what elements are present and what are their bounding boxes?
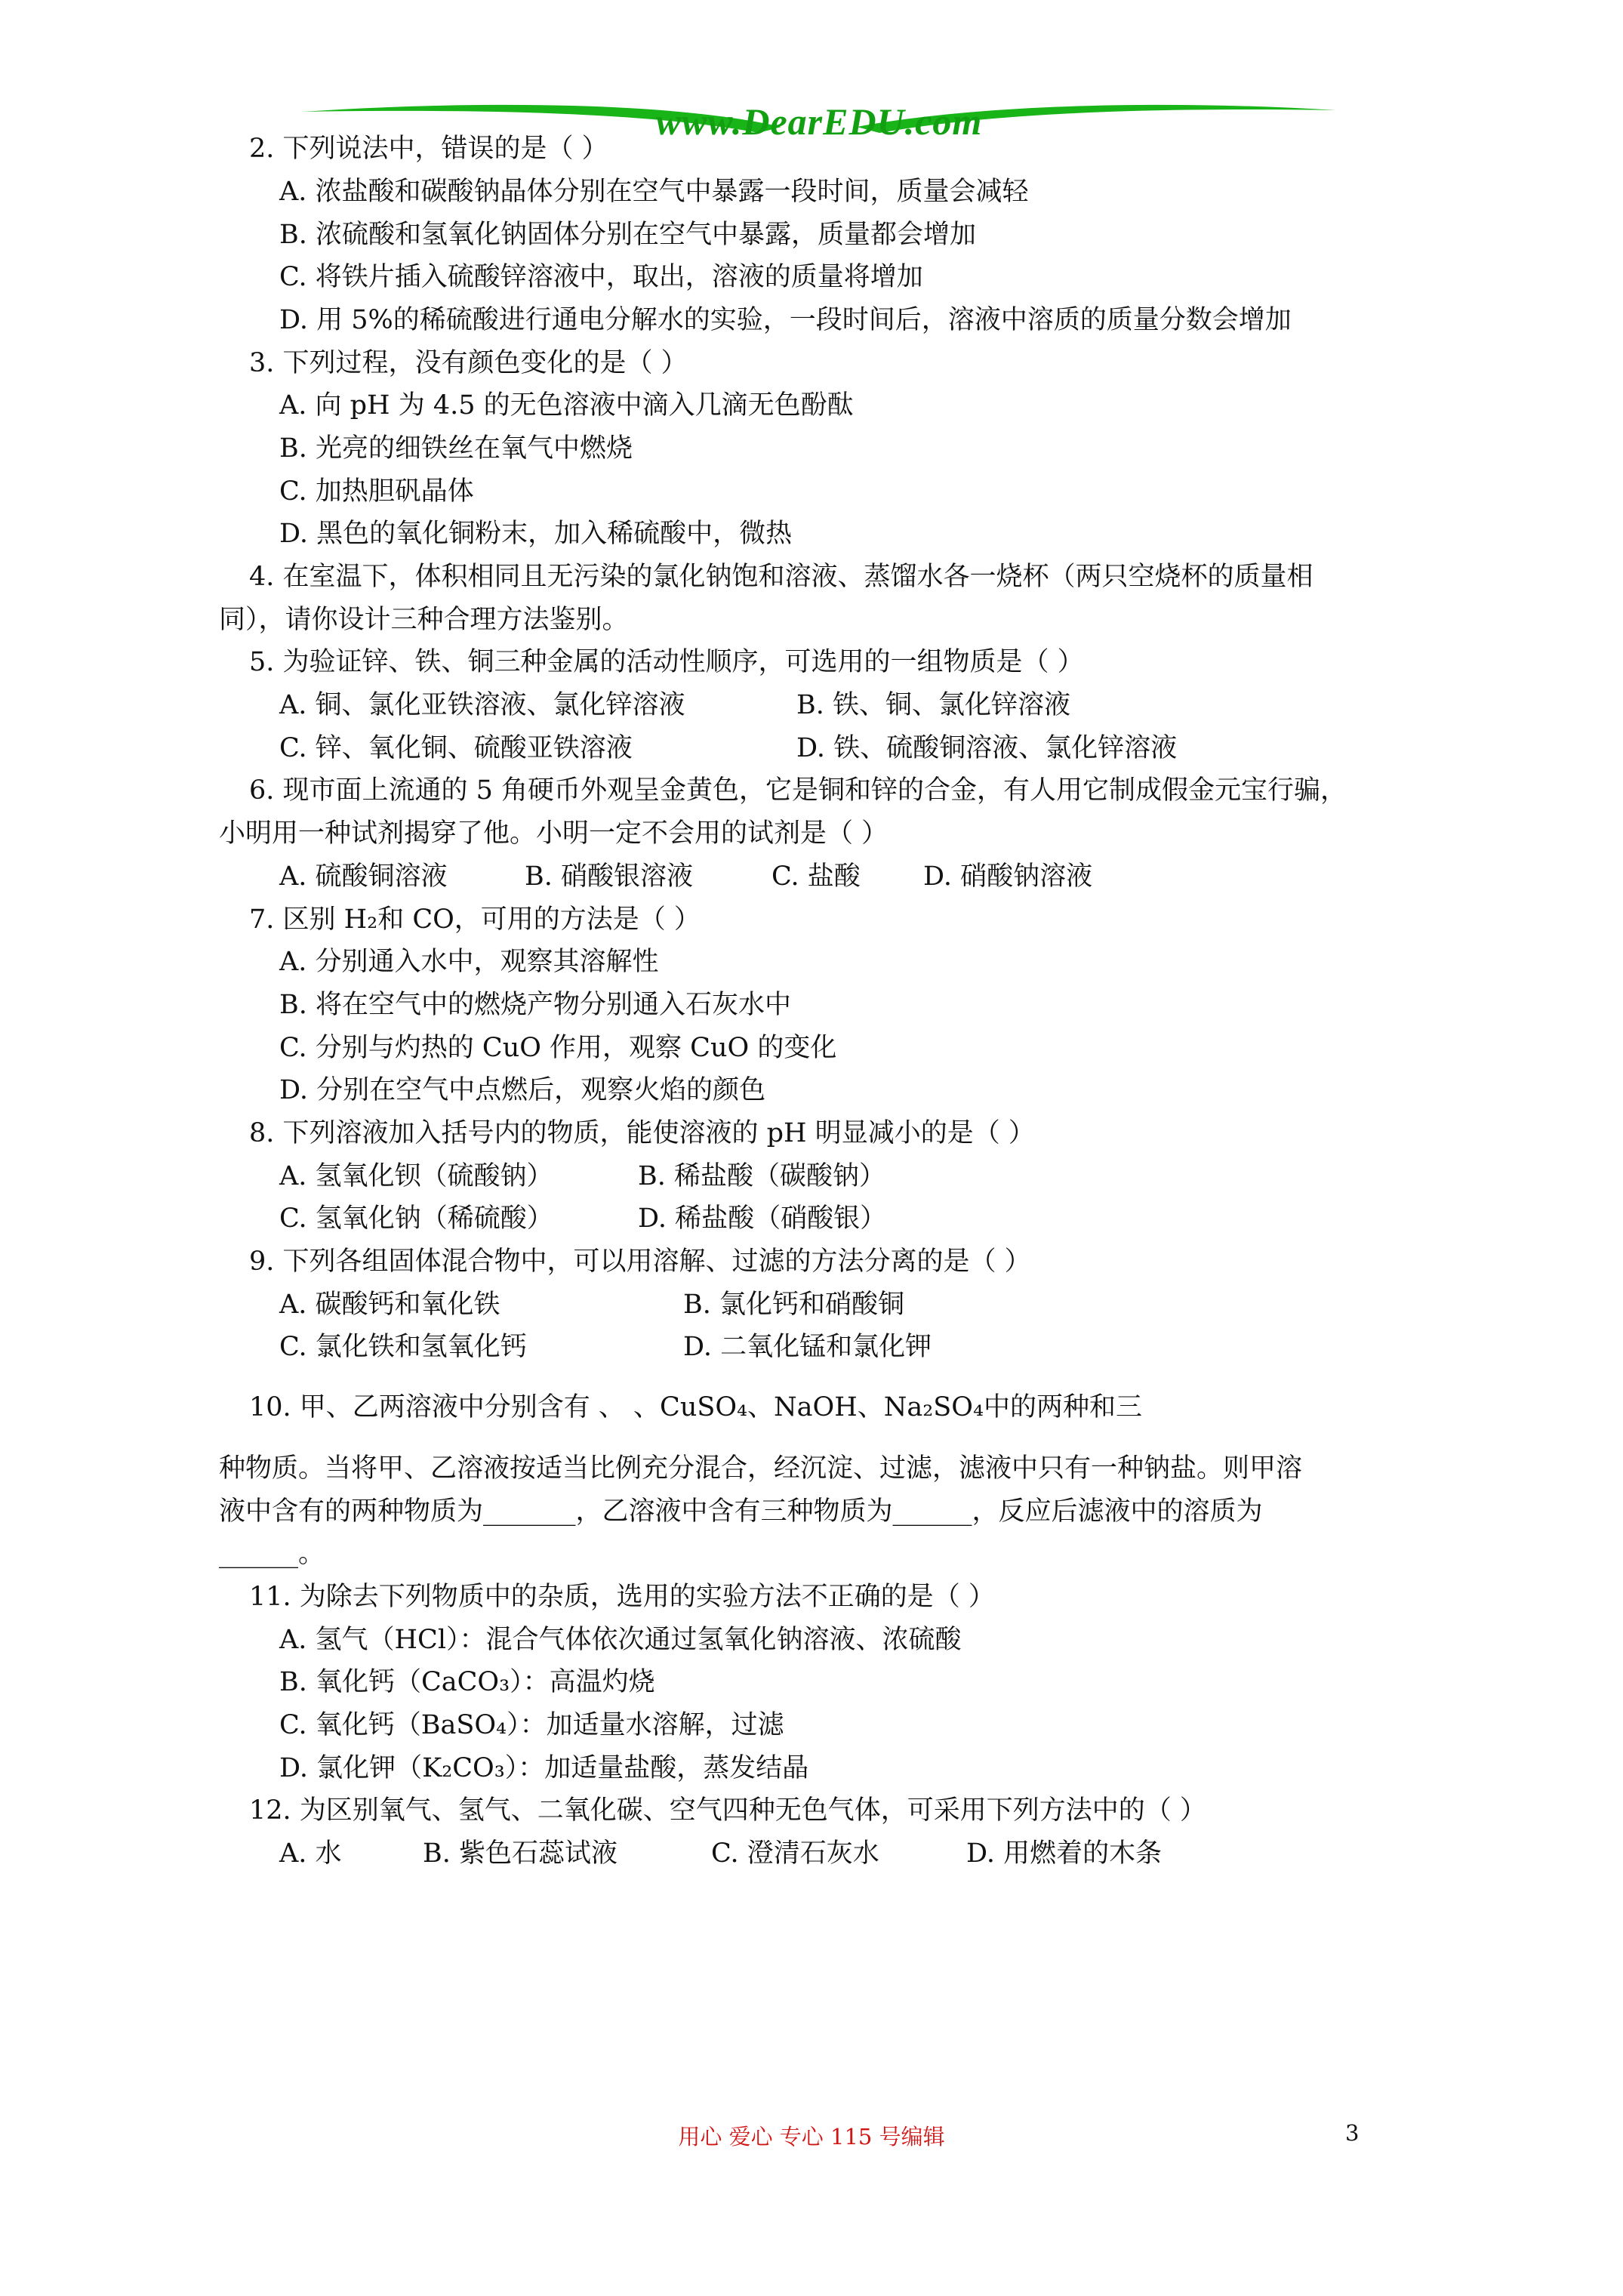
option-11c: C. 氧化钙（BaSO₄）：加适量水溶解，过滤	[279, 1710, 784, 1740]
page-number: 3	[1345, 2120, 1360, 2146]
option-9c: C. 氯化铁和氢氧化钙	[279, 1332, 527, 1362]
question-7: 7. 区别 H₂和 CO，可用的方法是（ ）	[249, 905, 701, 935]
option-6d: D. 硝酸钠溶液	[923, 861, 1093, 892]
question-8: 8. 下列溶液加入括号内的物质，能使溶液的 pH 明显减小的是（ ）	[249, 1118, 1035, 1148]
option-2a: A. 浓盐酸和碳酸钠晶体分别在空气中暴露一段时间，质量会减轻	[279, 177, 1029, 207]
option-7c: C. 分别与灼热的 CuO 作用，观察 CuO 的变化	[279, 1033, 837, 1063]
option-11a: A. 氢气（HCl）：混合气体依次通过氢氧化钠溶液、浓硫酸	[279, 1625, 962, 1655]
site-logo-text: www.DearEDU.com	[655, 100, 983, 143]
option-12c: C. 澄清石灰水	[711, 1838, 879, 1869]
option-2d: D. 用 5%的稀硫酸进行通电分解水的实验，一段时间后，溶液中溶质的质量分数会增加	[279, 305, 1292, 335]
option-8a: A. 氢氧化钡（硫酸钠）	[279, 1161, 553, 1191]
question-4: 4. 在室温下，体积相同且无污染的氯化钠饱和溶液、蒸馏水各一烧杯（两只空烧杯的质量相	[249, 562, 1313, 592]
question-11: 11. 为除去下列物质中的杂质，选用的实验方法不正确的是（ ）	[249, 1582, 995, 1612]
option-2b: B. 浓硫酸和氢氧化钠固体分别在空气中暴露，质量都会增加	[279, 220, 976, 250]
question-6-cont: 小明用一种试剂揭穿了他。小明一定不会用的试剂是（ ）	[219, 818, 888, 849]
option-6b: B. 硝酸银溶液	[525, 861, 693, 892]
option-8d: D. 稀盐酸（硝酸银）	[638, 1203, 887, 1234]
option-9a: A. 碳酸钙和氧化铁	[279, 1290, 500, 1320]
option-6a: A. 硫酸铜溶液	[279, 861, 448, 892]
option-12b: B. 紫色石蕊试液	[423, 1838, 617, 1869]
question-10: 10. 甲、乙两溶液中分别含有 、 、CuSO₄、NaOH、Na₂SO₄中的两种和三	[249, 1392, 1142, 1422]
option-6c: C. 盐酸	[771, 861, 861, 892]
option-5c: C. 锌、氧化铜、硫酸亚铁溶液	[279, 733, 633, 763]
option-3b: B. 光亮的细铁丝在氧气中燃烧	[279, 433, 633, 464]
option-8c: C. 氢氧化钠（稀硫酸）	[279, 1203, 553, 1234]
question-4-cont: 同），请你设计三种合理方法鉴别。	[219, 605, 629, 635]
option-5b: B. 铁、铜、氯化锌溶液	[796, 690, 1070, 720]
footer-text: 用心 爱心 专心 115 号编辑	[678, 2124, 945, 2150]
option-2c: C. 将铁片插入硫酸锌溶液中，取出，溶液的质量将增加	[279, 262, 923, 292]
option-8b: B. 稀盐酸（碳酸钠）	[638, 1161, 885, 1191]
option-11d: D. 氯化钾（K₂CO₃）：加适量盐酸，蒸发结晶	[279, 1753, 809, 1783]
option-9b: B. 氯化钙和硝酸铜	[683, 1290, 904, 1320]
question-9: 9. 下列各组固体混合物中，可以用溶解、过滤的方法分离的是（ ）	[249, 1247, 1031, 1277]
question-5: 5. 为验证锌、铁、铜三种金属的活动性顺序，可选用的一组物质是（ ）	[249, 647, 1084, 677]
option-3c: C. 加热胆矾晶体	[279, 476, 474, 507]
option-12a: A. 水	[279, 1838, 342, 1869]
option-9d: D. 二氧化锰和氯化钾	[683, 1332, 932, 1362]
option-3a: A. 向 pH 为 4.5 的无色溶液中滴入几滴无色酚酞	[279, 390, 854, 421]
option-11b: B. 氧化钙（CaCO₃）：高温灼烧	[279, 1667, 655, 1697]
question-10-line3: 液中含有的两种物质为_______，乙溶液中含有三种物质为______，反应后滤液中的溶质为	[219, 1496, 1263, 1527]
question-2: 2. 下列说法中，错误的是（ ）	[249, 134, 608, 164]
option-7d: D. 分别在空气中点燃后，观察火焰的颜色	[279, 1075, 766, 1105]
option-7a: A. 分别通入水中，观察其溶解性	[279, 947, 659, 977]
option-5a: A. 铜、氯化亚铁溶液、氯化锌溶液	[279, 690, 685, 720]
question-10-line4: ______。	[219, 1539, 325, 1569]
option-5d: D. 铁、硫酸铜溶液、氯化锌溶液	[796, 733, 1178, 763]
option-7b: B. 将在空气中的燃烧产物分别通入石灰水中	[279, 990, 791, 1020]
question-6: 6. 现市面上流通的 5 角硬币外观呈金黄色，它是铜和锌的合金，有人用它制成假金元宝行骗，	[249, 775, 1347, 806]
question-10-line2: 种物质。当将甲、乙溶液按适当比例充分混合，经沉淀、过滤，滤液中只有一种钠盐。则甲溶	[219, 1453, 1303, 1484]
option-3d: D. 黑色的氧化铜粉末，加入稀硫酸中，微热	[279, 519, 793, 549]
question-12: 12. 为区别氧气、氢气、二氧化碳、空气四种无色气体，可采用下列方法中的（ ）	[249, 1795, 1206, 1826]
option-12d: D. 用燃着的木条	[966, 1838, 1163, 1869]
question-3: 3. 下列过程，没有颜色变化的是（ ）	[249, 348, 688, 378]
